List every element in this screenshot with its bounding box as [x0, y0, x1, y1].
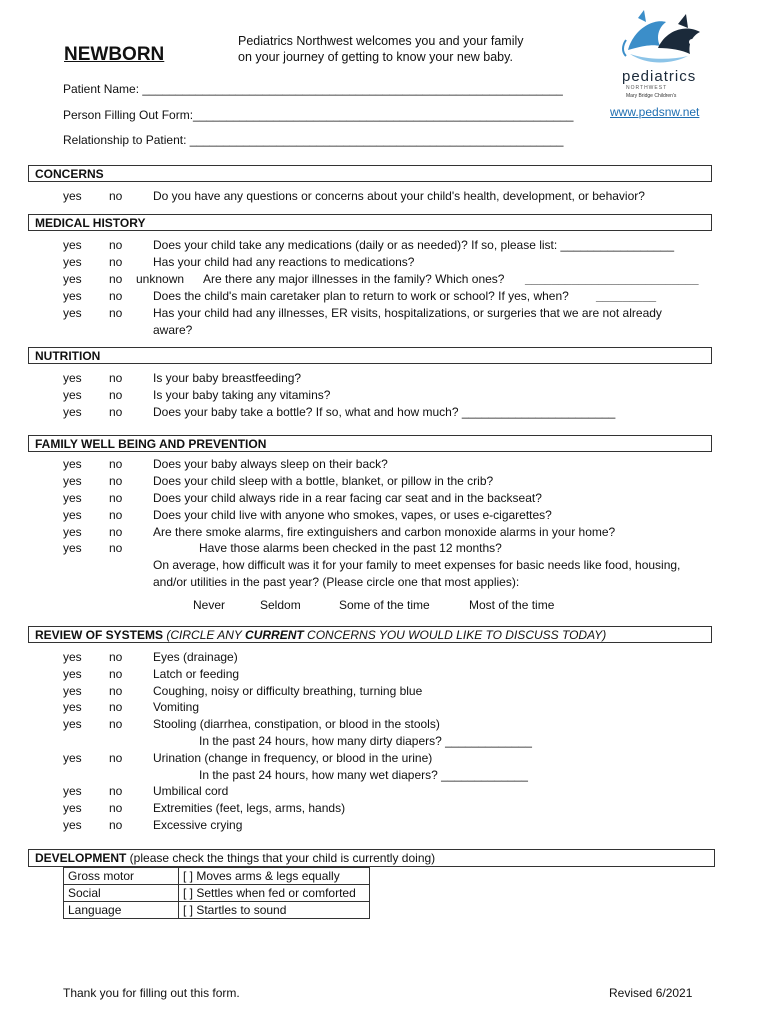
question-text: Eyes (drainage) — [153, 650, 238, 664]
logo-partner: Mary Bridge Children's — [626, 93, 677, 99]
nutrition-row-3 — [0, 405, 770, 422]
question-text: Does your child take any medications (daily or as needed)? If so, please list: _________________ — [153, 238, 674, 252]
no-option[interactable]: no — [109, 474, 123, 488]
yes-option[interactable]: yes — [63, 667, 82, 681]
no-option[interactable]: no — [109, 684, 123, 698]
no-option[interactable]: no — [109, 457, 123, 471]
question-text-continued: aware? — [153, 323, 193, 337]
development-heading-text: DEVELOPMENT (please check the things that your child is currently doing) — [35, 851, 436, 865]
wet-diapers-question[interactable]: In the past 24 hours, how many wet diapers? _____________ — [199, 768, 528, 782]
no-option[interactable]: no — [109, 189, 123, 203]
ros-row-7 — [0, 784, 770, 801]
question-text-continued: and/or utilities in the past year? (Please circle one that most applies): — [153, 575, 520, 589]
patient-name-field[interactable]: Patient Name: _______________________________________________________________ — [63, 82, 563, 96]
ros-row-5-followup — [0, 734, 770, 751]
no-option[interactable]: no — [109, 525, 123, 539]
revision-date: Revised 6/2021 — [609, 986, 693, 1000]
family-row-7 — [0, 558, 770, 575]
yes-option[interactable]: yes — [63, 388, 82, 402]
question-text: Urination (change in frequency, or blood in the urine) — [153, 751, 433, 765]
no-option[interactable]: no — [109, 508, 123, 522]
pediatrics-logo — [608, 10, 708, 102]
no-option[interactable]: no — [109, 650, 123, 664]
question-text: Has your child had any illnesses, ER visits, hospitalizations, or surgeries that we are not already — [153, 306, 662, 320]
yes-option[interactable]: yes — [63, 238, 82, 252]
option-never[interactable]: Never — [193, 598, 226, 612]
table-row — [64, 885, 370, 902]
question-text: Has your child had any reactions to medications? — [153, 255, 415, 269]
yes-option[interactable]: yes — [63, 491, 82, 505]
logo-name: pediatrics — [622, 68, 697, 85]
yes-option[interactable]: yes — [63, 784, 82, 798]
dev-area: Social — [64, 885, 179, 902]
dev-checkbox-item[interactable]: [ ] Moves arms & legs equally — [179, 868, 370, 885]
medical-row-3 — [0, 272, 770, 289]
ros-heading-title: REVIEW OF SYSTEMS — [35, 628, 164, 642]
no-option[interactable]: no — [109, 306, 123, 320]
yes-option[interactable]: yes — [63, 541, 82, 555]
yes-option[interactable]: yes — [63, 684, 82, 698]
question-text: On average, how difficult was it for your family to meet expenses for basic needs like food, housing, — [153, 558, 681, 572]
yes-option[interactable]: yes — [63, 650, 82, 664]
no-option[interactable]: no — [109, 717, 123, 731]
ros-row-5 — [0, 717, 770, 734]
no-option[interactable]: no — [109, 818, 123, 832]
answer-blank[interactable]: __________________________ — [525, 272, 699, 286]
family-row-1 — [0, 457, 770, 474]
ros-row-3 — [0, 684, 770, 701]
unknown-option[interactable]: unknown — [136, 272, 185, 286]
option-some-of-the-time[interactable]: Some of the time — [339, 598, 430, 612]
medical-row-4 — [0, 289, 770, 306]
development-table — [63, 867, 370, 919]
family-row-6 — [0, 541, 770, 558]
no-option[interactable]: no — [109, 541, 123, 555]
concerns-heading: CONCERNS — [28, 165, 712, 182]
question-text: Do you have any questions or concerns about your child's health, development, or behavior? — [153, 189, 645, 203]
nutrition-row-2 — [0, 388, 770, 405]
medical-row-5 — [0, 306, 770, 323]
yes-option[interactable]: yes — [63, 525, 82, 539]
yes-option[interactable]: yes — [63, 289, 82, 303]
family-wellbeing-heading: FAMILY WELL BEING AND PREVENTION — [28, 435, 712, 452]
ros-row-6-followup — [0, 768, 770, 785]
no-option[interactable]: no — [109, 751, 123, 765]
relationship-field[interactable]: Relationship to Patient: ________________________________________________________ — [63, 133, 564, 147]
nutrition-heading: NUTRITION — [28, 347, 712, 364]
person-filling-field[interactable]: Person Filling Out Form:_________________________________________________________ — [63, 108, 574, 122]
yes-option[interactable]: yes — [63, 371, 82, 385]
question-text: Are there any major illnesses in the family? Which ones? — [203, 272, 505, 286]
no-option[interactable]: no — [109, 491, 123, 505]
yes-option[interactable]: yes — [63, 801, 82, 815]
question-text: Vomiting — [153, 700, 200, 714]
no-option[interactable]: no — [109, 272, 123, 286]
thank-you-note: Thank you for filling out this form. — [63, 986, 240, 1000]
yes-option[interactable]: yes — [63, 751, 82, 765]
development-heading — [28, 849, 715, 867]
no-option[interactable]: no — [109, 801, 123, 815]
no-option[interactable]: no — [109, 255, 123, 269]
yes-option[interactable]: yes — [63, 508, 82, 522]
welcome-line-1: Pediatrics Northwest welcomes you and your family — [238, 34, 524, 48]
dirty-diapers-question[interactable]: In the past 24 hours, how many dirty diapers? _____________ — [199, 734, 532, 748]
yes-option[interactable]: yes — [63, 306, 82, 320]
no-option[interactable]: no — [109, 371, 123, 385]
table-row — [64, 902, 370, 919]
question-text: Is your baby taking any vitamins? — [153, 388, 331, 402]
ros-row-8 — [0, 801, 770, 818]
question-text: Stooling (diarrhea, constipation, or blood in the stools) — [153, 717, 440, 731]
yes-option[interactable]: yes — [63, 818, 82, 832]
ros-row-1 — [0, 650, 770, 667]
yes-option[interactable]: yes — [63, 255, 82, 269]
question-text: Does your child sleep with a bottle, blanket, or pillow in the crib? — [153, 474, 494, 488]
no-option[interactable]: no — [109, 667, 123, 681]
family-row-2 — [0, 474, 770, 491]
question-text: Does your child live with anyone who smokes, vapes, or uses e-cigarettes? — [153, 508, 552, 522]
ros-row-4 — [0, 700, 770, 717]
question-text: Does your baby always sleep on their back? — [153, 457, 388, 471]
frequency-options — [0, 598, 770, 615]
dev-area: Gross motor — [64, 868, 179, 885]
dev-checkbox-item[interactable]: [ ] Startles to sound — [179, 902, 370, 919]
welcome-line-2: on your journey of getting to know your new baby. — [238, 50, 513, 64]
ros-heading-note: (CIRCLE ANY CURRENT CONCERNS YOU WOULD LIKE TO DISCUSS TODAY) — [166, 628, 607, 642]
family-row-3 — [0, 491, 770, 508]
no-option[interactable]: no — [109, 289, 123, 303]
question-text: Are there smoke alarms, fire extinguishers and carbon monoxide alarms in your home? — [153, 525, 616, 539]
question-text: Does the child's main caretaker plan to return to work or school? If yes, when? — [153, 289, 569, 303]
medical-row-5-cont — [0, 323, 770, 340]
question-text: Extremities (feet, legs, arms, hands) — [153, 801, 346, 815]
ros-row-9 — [0, 818, 770, 835]
logo-subtitle: NORTHWEST — [626, 85, 668, 91]
no-option[interactable]: no — [109, 700, 123, 714]
yes-option[interactable]: yes — [63, 405, 82, 419]
question-text: Umbilical cord — [153, 784, 229, 798]
question-text: Have those alarms been checked in the past 12 months? — [199, 541, 502, 555]
welcome-message — [238, 33, 524, 65]
answer-blank[interactable]: _________ — [596, 289, 657, 303]
yes-option[interactable]: yes — [63, 717, 82, 731]
ros-row-6 — [0, 751, 770, 768]
medical-history-heading: MEDICAL HISTORY — [28, 214, 712, 231]
yes-option[interactable]: yes — [63, 189, 82, 203]
no-option[interactable]: no — [109, 405, 123, 419]
yes-option[interactable]: yes — [63, 700, 82, 714]
question-text: Coughing, noisy or difficulty breathing, turning blue — [153, 684, 423, 698]
dev-area: Language — [64, 902, 179, 919]
no-option[interactable]: no — [109, 238, 123, 252]
family-row-7-cont — [0, 575, 770, 592]
family-row-5 — [0, 525, 770, 542]
form-title: NEWBORN — [64, 44, 165, 65]
ros-row-2 — [0, 667, 770, 684]
yes-option[interactable]: yes — [63, 272, 82, 286]
option-most-of-the-time[interactable]: Most of the time — [469, 598, 555, 612]
no-option[interactable]: no — [109, 388, 123, 402]
medical-row-1 — [0, 238, 770, 255]
question-text: Latch or feeding — [153, 667, 240, 681]
family-row-4 — [0, 508, 770, 525]
table-row — [64, 868, 370, 885]
yes-option[interactable]: yes — [63, 474, 82, 488]
option-seldom[interactable]: Seldom — [260, 598, 301, 612]
medical-row-2 — [0, 255, 770, 272]
website-link[interactable]: www.pedsnw.net — [610, 105, 700, 119]
question-text: Excessive crying — [153, 818, 243, 832]
dev-checkbox-item[interactable]: [ ] Settles when fed or comforted — [179, 885, 370, 902]
question-text: Is your baby breastfeeding? — [153, 371, 302, 385]
no-option[interactable]: no — [109, 784, 123, 798]
concerns-row — [0, 189, 770, 206]
question-text: Does your baby take a bottle? If so, what and how much? _______________________ — [153, 405, 616, 419]
yes-option[interactable]: yes — [63, 457, 82, 471]
nutrition-row-1 — [0, 371, 770, 388]
review-of-systems-heading — [28, 626, 712, 643]
question-text: Does your child always ride in a rear facing car seat and in the backseat? — [153, 491, 542, 505]
